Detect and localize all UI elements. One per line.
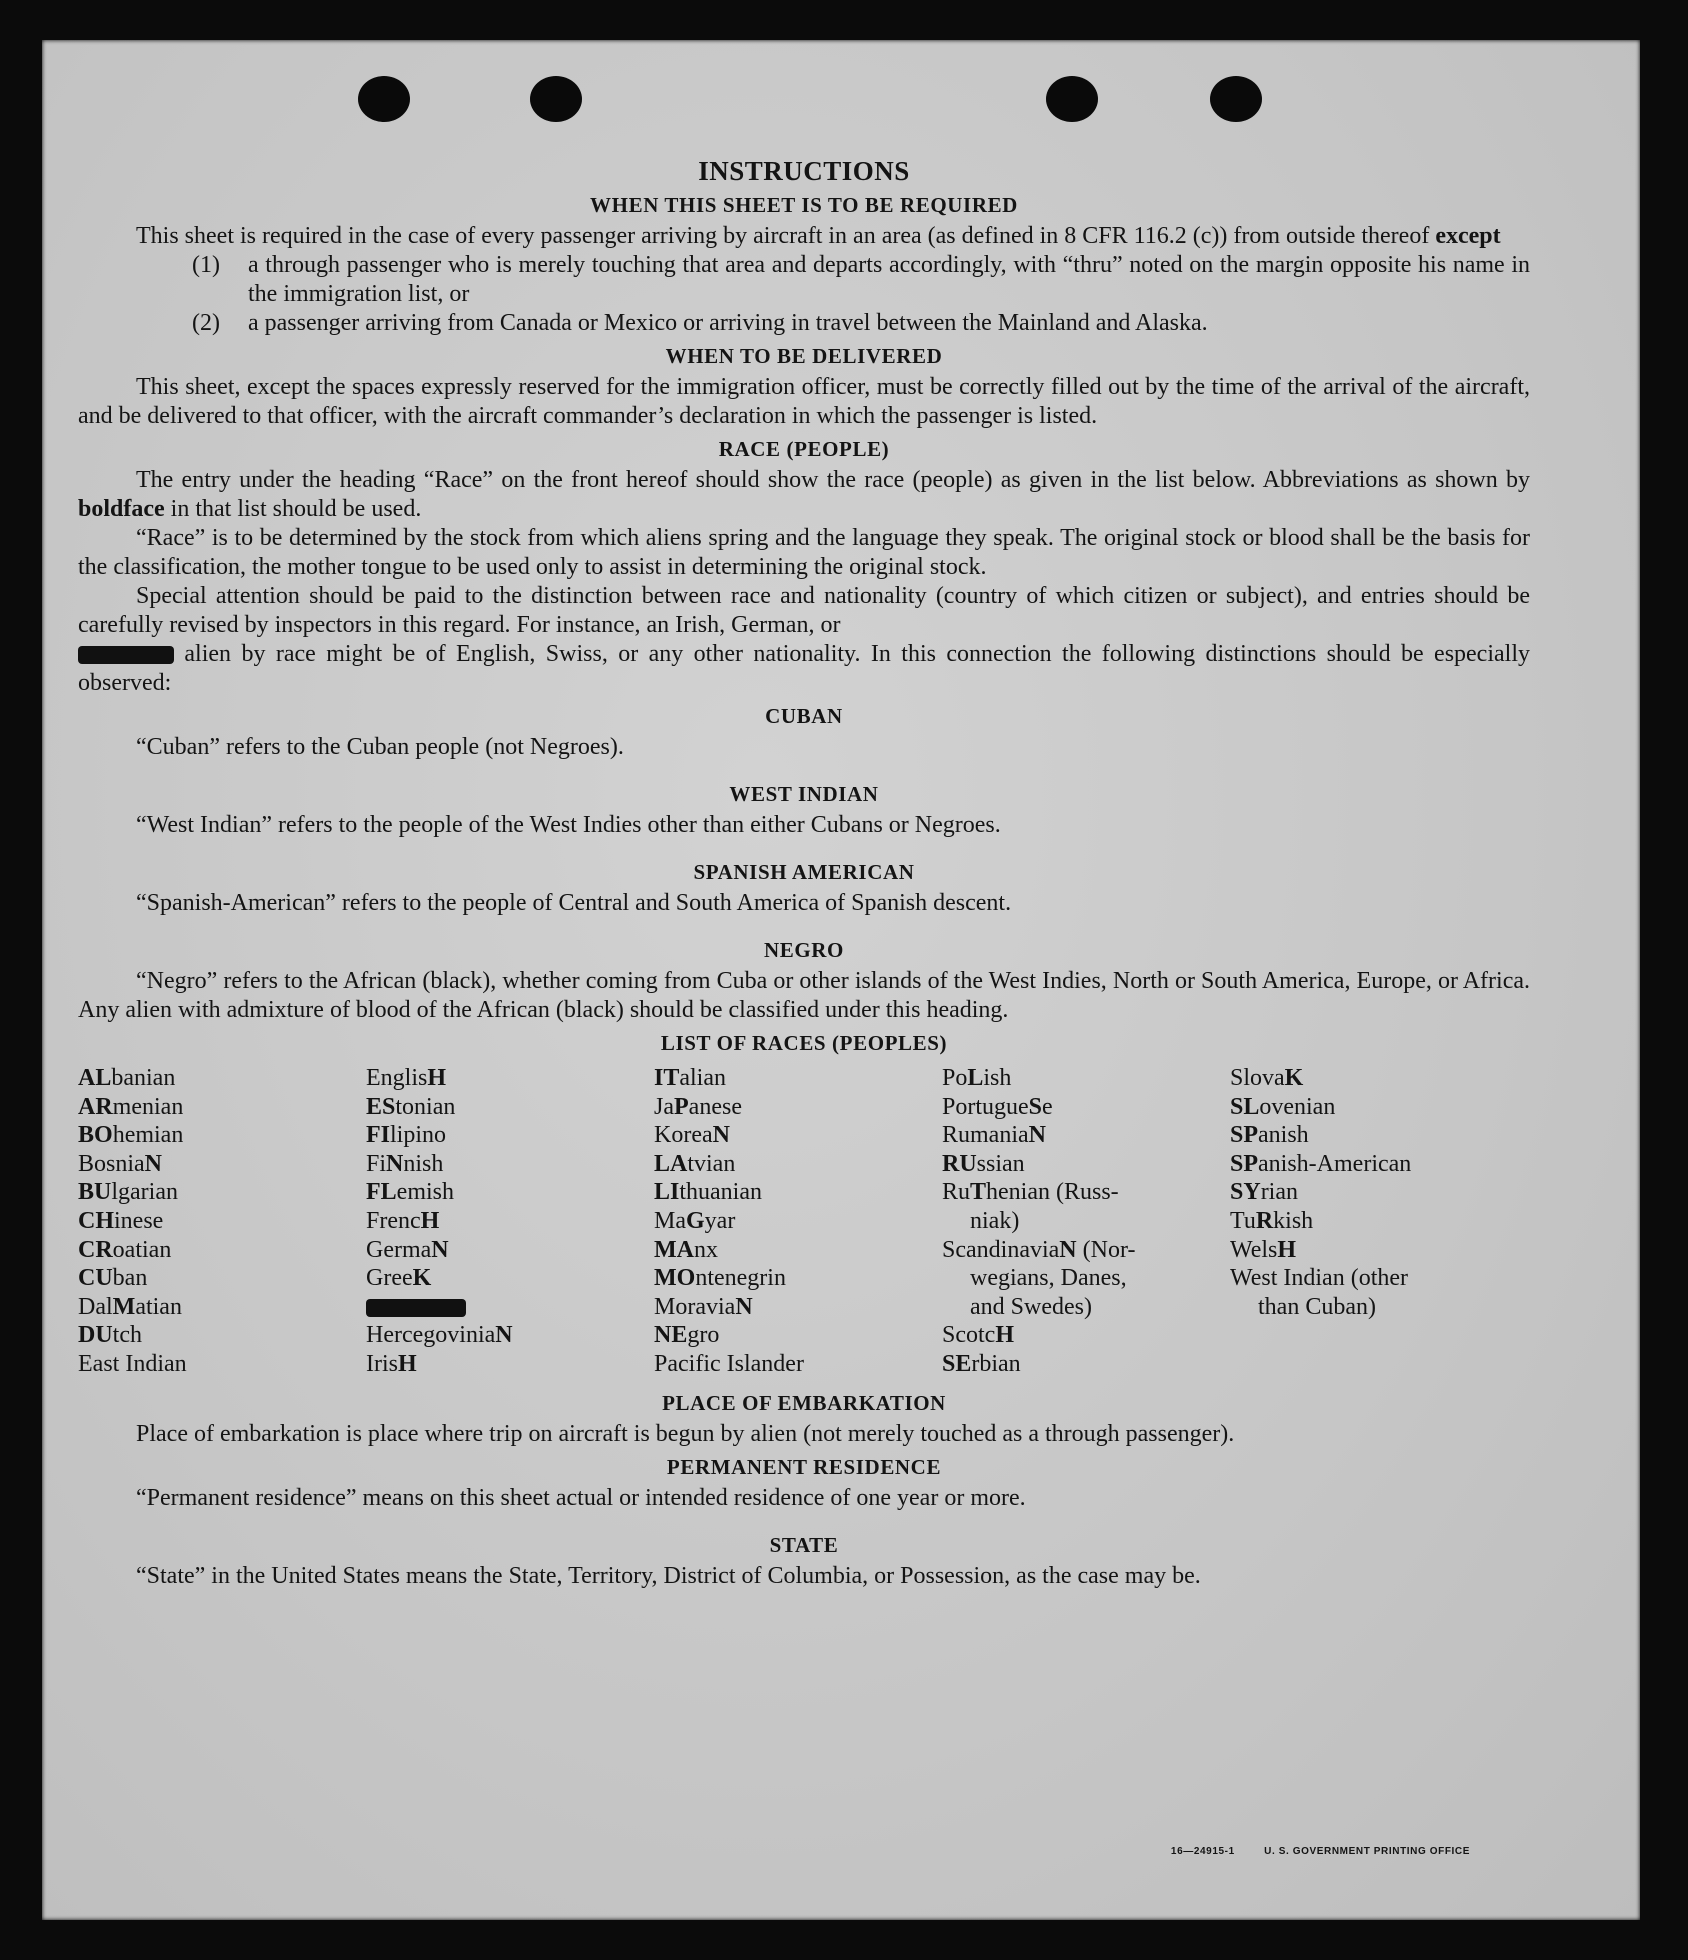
redaction-mark [78,646,174,664]
race-entry: ScotcH [942,1322,1014,1349]
race-paragraph-2: “Race” is to be determined by the stock from which aliens spring and the language they speak. The original stock or blood shall be the basis for the classification, the mother tongue to be used only to assist in determining the original stock. [78,525,1530,580]
race-entry: MoraviaN [654,1293,753,1320]
races-column [654,1064,942,1379]
heading-race: RACE (PEOPLE) [718,437,890,461]
race-entry [366,1293,654,1322]
race-entry: MAnx [654,1236,718,1263]
race-paragraph-1: The entry under the heading “Race” on the front hereof should show the race (people) as given in the list below. Abbreviations as shown by boldface in that list should be used. [78,467,1530,522]
instructions-content [78,152,1530,1591]
race-entry: BUlgarian [78,1179,178,1206]
races-column [78,1064,366,1379]
heading-list-of-races: LIST OF RACES (PEOPLES) [660,1031,948,1055]
race-entry: LAtvian [654,1150,736,1177]
delivered-text: This sheet, except the spaces expressly reserved for the immigration officer, must be correctly filled out by the time of the arrival of the aircraft, and be delivered to that officer, with the aircraft commander’s declaration in which the passenger is listed. [78,374,1530,429]
race-entry: GermaN [366,1236,449,1263]
race-entry: BosniaN [78,1150,163,1177]
race-entry: wegians, Danes, [970,1265,1127,1292]
race-entry: West Indian (other [1230,1265,1409,1292]
races-column [1230,1064,1530,1379]
race-entry: DalMatian [78,1293,182,1320]
punch-hole [1046,76,1098,122]
exception-item: (2) a passenger arriving from Canada or Mexico or arriving in travel between the Mainland and Alaska. [192,310,1208,336]
race-entry: than Cuban) [1258,1293,1376,1320]
race-entry: EnglisH [366,1065,447,1091]
race-entry: NEgro [654,1322,720,1349]
form-code: 16—24915-1 [1170,1846,1235,1857]
punch-hole [358,76,410,122]
heading-permanent-residence: PERMANENT RESIDENCE [666,1454,942,1479]
race-entry: KoreaN [654,1122,730,1149]
embarkation-text: Place of embarkation is place where trip on aircraft is begun by alien (not merely touched as a through passenger). [136,1420,1235,1447]
race-entry: ALbanian [78,1065,176,1091]
race-entry: CUban [78,1265,148,1292]
heading-cuban: CUBAN [765,704,843,728]
race-entry: Pacific Islander [654,1350,804,1377]
race-entry: ARmenian [78,1093,184,1120]
race-entry: CHinese [78,1207,164,1234]
races-list [78,1064,1530,1379]
race-entry: RumaniaN [942,1122,1046,1149]
races-column [942,1064,1230,1379]
race-entry: TuRkish [1230,1207,1314,1234]
negro-text: “Negro” refers to the African (black), whether coming from Cuba or other islands of the West Indies, North or South America, Europe, or Africa. Any alien with admixture of blood of the African (black) should be classified under this heading. [78,968,1530,1023]
heading-state: STATE [769,1532,839,1557]
race-entry: FrencH [366,1207,440,1234]
race-entry: PortugueSe [942,1093,1053,1120]
document-page [42,40,1640,1920]
race-entry: niak) [970,1207,1020,1234]
race-entry: IrisH [366,1350,417,1377]
redaction-mark [366,1299,466,1317]
race-paragraph-3: Special attention should be paid to the distinction between race and nationality (country of which citizen or subject), and entries should be carefully revised by inspectors in this regard. For instance, an Irish, German, or alien by race might be of English, Swiss, or any other nationality. In this connection the following distinctions should be especially observed: [78,583,1530,696]
heading-west-indian: WEST INDIAN [729,782,879,806]
race-entry: ITalian [654,1065,726,1091]
cuban-text: “Cuban” refers to the Cuban people (not Negroes). [136,734,624,760]
race-entry: RUssian [942,1150,1025,1177]
heading-embarkation: PLACE OF EMBARKATION [662,1390,946,1415]
spanish-american-text: “Spanish-American” refers to the people of Central and South America of Spanish descent. [136,890,1012,916]
heading-spanish-american: SPANISH AMERICAN [693,860,915,884]
heading-negro: NEGRO [763,938,844,962]
race-entry: EStonian [366,1093,456,1120]
race-entry: FiNnish [366,1150,444,1177]
west-indian-text: “West Indian” refers to the people of the West Indies other than either Cubans or Negroes. [136,812,1001,838]
race-entry: SPanish [1230,1122,1309,1149]
printer-footer [1171,1846,1470,1857]
race-entry: DUtch [78,1322,142,1349]
required-intro: This sheet is required in the case of every passenger arriving by aircraft in an area (as defined in 8 CFR 116.2 (c)) from outside thereof except [136,223,1501,249]
race-entry: East Indian [78,1350,187,1377]
race-entry: BOhemian [78,1122,184,1149]
race-entry: FIlipino [366,1122,447,1149]
race-entry: PoLish [942,1065,1012,1091]
race-entry: JaPanese [654,1093,742,1120]
race-entry: MOntenegrin [654,1265,786,1292]
race-entry: FLemish [366,1179,454,1206]
race-entry: SYrian [1230,1179,1298,1206]
race-entry: LIthuanian [654,1179,762,1206]
race-entry: WelsH [1230,1236,1297,1263]
state-text: “State” in the United States means the State, Territory, District of Columbia, or Possession, as the case may be. [136,1562,1201,1589]
race-entry: SlovaK [1230,1065,1304,1091]
punch-hole [1210,76,1262,122]
heading-when-delivered: WHEN TO BE DELIVERED [665,344,943,368]
race-entry: GreeK [366,1265,432,1292]
race-entry: ScandinaviaN (Nor- [942,1236,1136,1263]
residence-text: “Permanent residence” means on this sheet actual or intended residence of one year or more. [136,1484,1026,1511]
exception-item: (1) a through passenger who is merely touching that area and departs accordingly, with “thru” noted on the margin opposite his name in the immigration list, or [192,252,1530,307]
race-entry: SErbian [942,1350,1021,1377]
punch-hole [530,76,582,122]
race-entry: MaGyar [654,1207,736,1234]
race-entry: HercegoviniaN [366,1322,513,1349]
race-entry: SPanish-American [1230,1150,1412,1177]
race-entry: and Swedes) [970,1293,1092,1320]
races-column [366,1064,654,1379]
page-title: INSTRUCTIONS [698,156,910,186]
heading-when-required: WHEN THIS SHEET IS TO BE REQUIRED [590,193,1018,217]
printer-name: U. S. GOVERNMENT PRINTING OFFICE [1264,1846,1470,1857]
race-entry: CRoatian [78,1236,172,1263]
race-entry: SLovenian [1230,1093,1336,1120]
race-entry: RuThenian (Russ- [942,1179,1119,1206]
